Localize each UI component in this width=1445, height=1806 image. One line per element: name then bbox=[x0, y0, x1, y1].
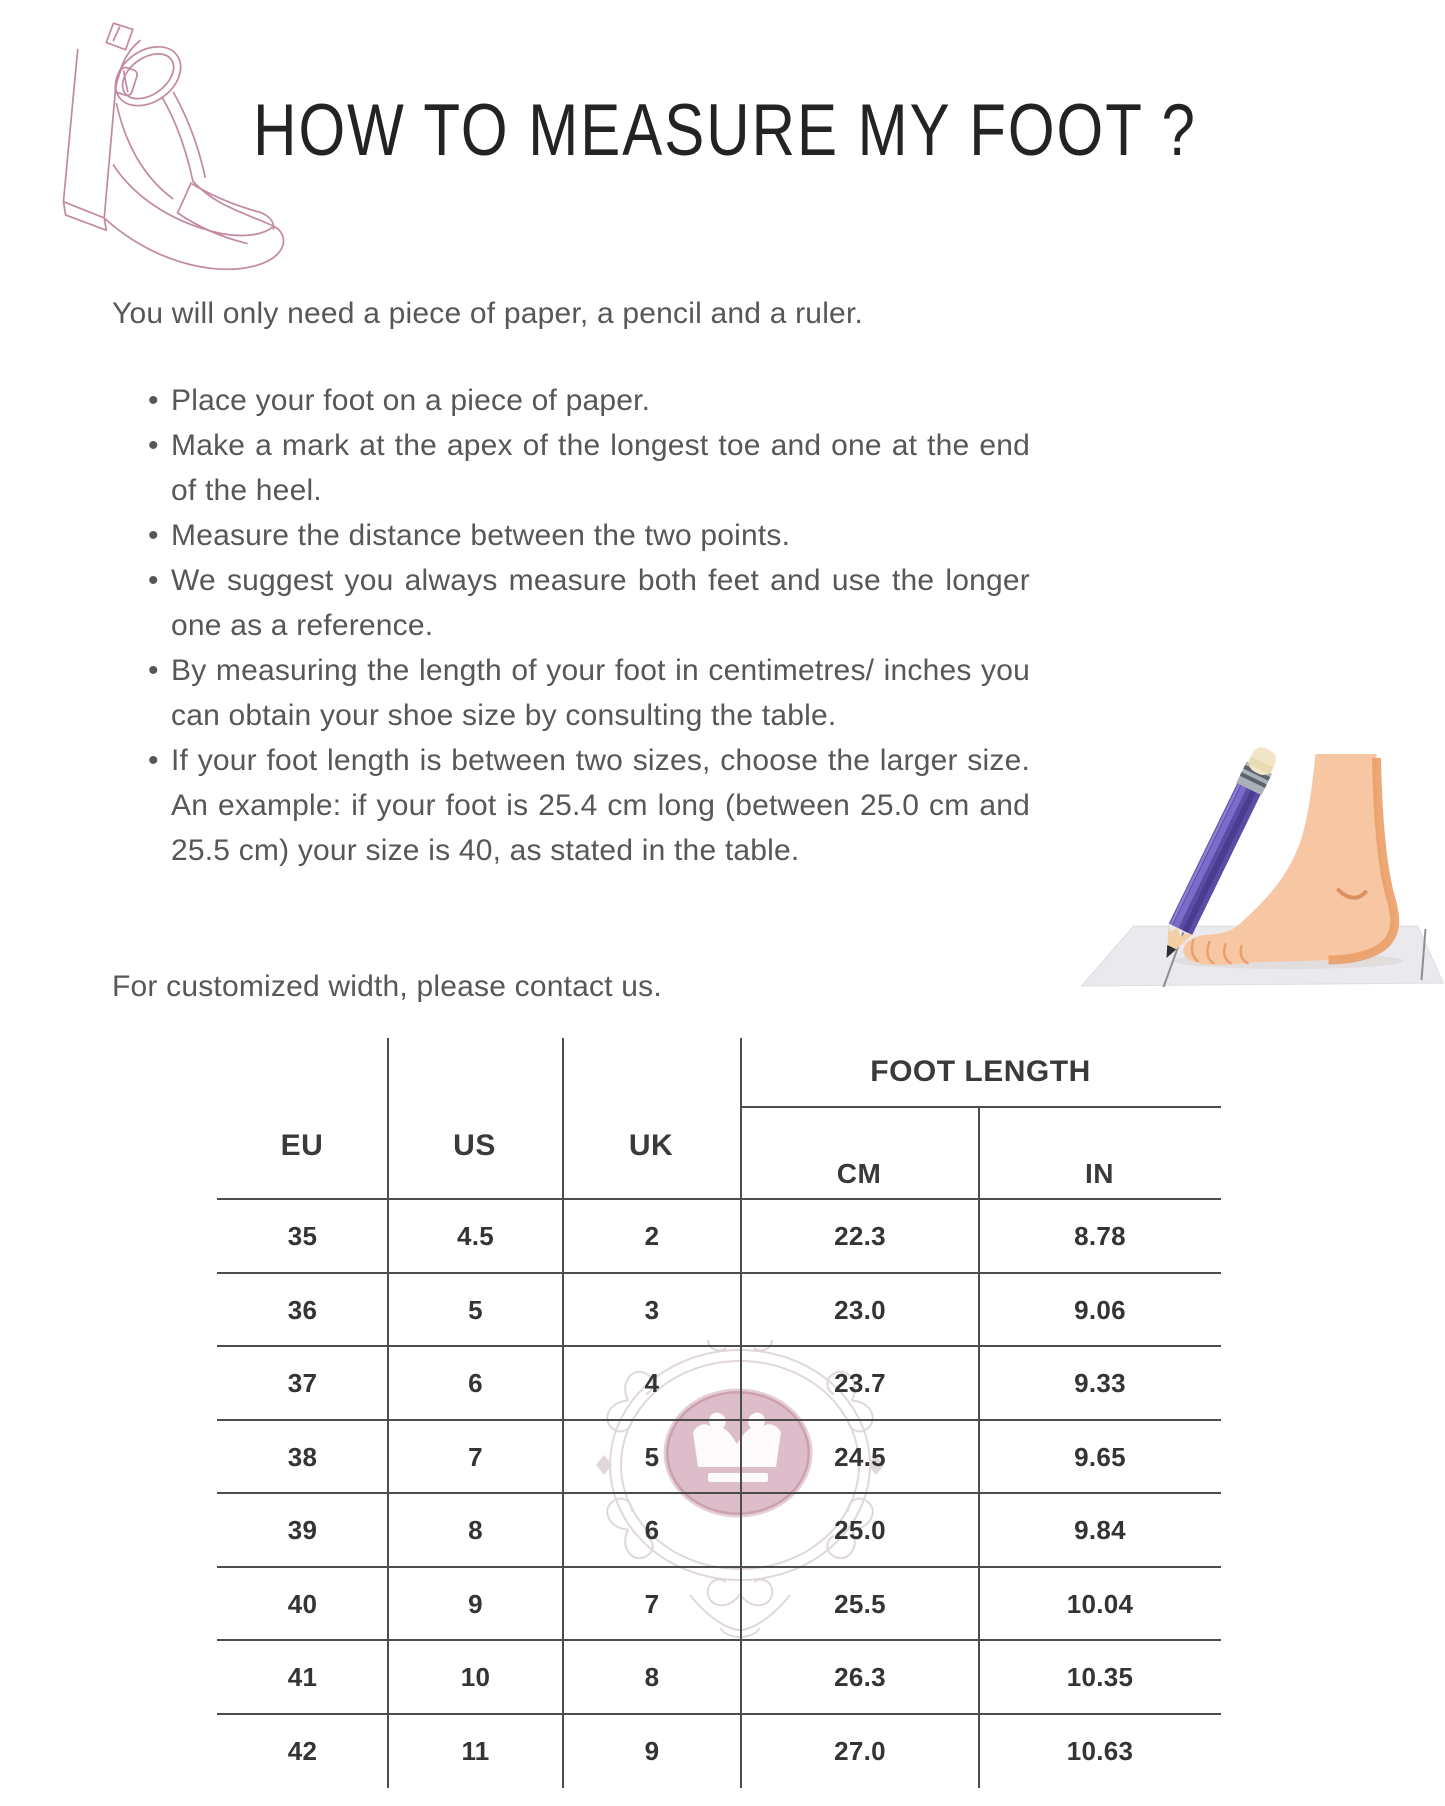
size-cell: 7 bbox=[644, 1588, 660, 1619]
size-conversion-table bbox=[217, 1038, 1221, 1788]
size-cell: 26.3 bbox=[834, 1662, 886, 1693]
size-cell: 35 bbox=[287, 1221, 318, 1252]
size-cell: 9.84 bbox=[1074, 1515, 1126, 1546]
size-cell: 25.5 bbox=[834, 1588, 886, 1619]
size-cell: 9 bbox=[644, 1735, 660, 1766]
size-cell: 25.0 bbox=[834, 1515, 886, 1546]
intro-text: You will only need a piece of paper, a pencil and a ruler. bbox=[112, 297, 864, 330]
instruction-bullet-item: • By measuring the length of your foot in centimetres/ inches you can obtain your shoe size by consulting the table. bbox=[148, 648, 1030, 738]
pencil-marking-foot-illustration bbox=[1032, 732, 1445, 1007]
size-cell: 36 bbox=[287, 1294, 318, 1325]
size-cell: 37 bbox=[287, 1368, 318, 1399]
size-cell: 6 bbox=[644, 1515, 660, 1546]
table-divider bbox=[740, 1106, 1221, 1108]
contact-note: For customized width, please contact us. bbox=[112, 970, 662, 1003]
size-cell: 8 bbox=[644, 1662, 660, 1693]
instruction-bullet-item: • Place your foot on a piece of paper. bbox=[148, 378, 1030, 423]
size-cell: 4.5 bbox=[456, 1221, 495, 1252]
size-cell: 23.7 bbox=[834, 1368, 886, 1399]
size-cell: 22.3 bbox=[834, 1221, 886, 1252]
size-cell: 27.0 bbox=[834, 1735, 886, 1766]
size-cell: 9.06 bbox=[1074, 1294, 1126, 1325]
size-cell: 40 bbox=[287, 1588, 318, 1619]
size-cell: 10.04 bbox=[1066, 1588, 1134, 1619]
column-header-cm: CM bbox=[836, 1158, 882, 1189]
instruction-bullet-item: • We suggest you always measure both feet and use the longer one as a reference. bbox=[148, 558, 1030, 648]
instruction-bullet-item: • Make a mark at the apex of the longest toe and one at the end of the heel. bbox=[148, 423, 1030, 513]
instruction-bullet-item: • Measure the distance between the two points. bbox=[148, 513, 1030, 558]
size-cell: 7 bbox=[468, 1441, 483, 1472]
size-cell: 10.35 bbox=[1066, 1662, 1134, 1693]
size-cell: 9.65 bbox=[1074, 1441, 1126, 1472]
size-cell: 41 bbox=[287, 1662, 318, 1693]
column-header-uk: UK bbox=[628, 1129, 674, 1162]
size-cell: 42 bbox=[287, 1735, 318, 1766]
size-cell: 23.0 bbox=[834, 1294, 886, 1325]
size-cell: 10 bbox=[460, 1662, 491, 1693]
size-cell: 4 bbox=[644, 1368, 660, 1399]
instruction-bullet-item: • If your foot length is between two sizes, choose the larger size. An example: if your foot is 25.4 cm long (between 25.0 cm and 25.5 cm) your size is 40, as stated in the table. bbox=[148, 738, 1030, 873]
size-cell: 9 bbox=[468, 1588, 483, 1619]
column-header-us: US bbox=[453, 1129, 496, 1162]
instruction-list bbox=[148, 378, 1030, 873]
size-cell: 8.78 bbox=[1074, 1221, 1126, 1252]
size-cell: 39 bbox=[287, 1515, 318, 1546]
size-cell: 5 bbox=[468, 1294, 483, 1325]
size-cell: 5 bbox=[644, 1441, 660, 1472]
size-cell: 11 bbox=[461, 1735, 490, 1766]
column-header-eu: EU bbox=[280, 1129, 324, 1162]
size-cell: 9.33 bbox=[1074, 1368, 1126, 1399]
size-cell: 24.5 bbox=[834, 1441, 886, 1472]
size-cell: 10.63 bbox=[1066, 1735, 1134, 1766]
size-cell: 8 bbox=[468, 1515, 483, 1546]
size-cell: 6 bbox=[468, 1368, 483, 1399]
column-header-foot-length: FOOT LENGTH bbox=[870, 1055, 1091, 1088]
size-cell: 3 bbox=[644, 1294, 660, 1325]
column-header-in: IN bbox=[1085, 1158, 1114, 1189]
table-body bbox=[217, 1200, 1221, 1788]
size-cell: 2 bbox=[644, 1221, 660, 1252]
size-cell: 38 bbox=[287, 1441, 318, 1472]
page-title: HOW TO MEASURE MY FOOT ? bbox=[253, 89, 1197, 171]
